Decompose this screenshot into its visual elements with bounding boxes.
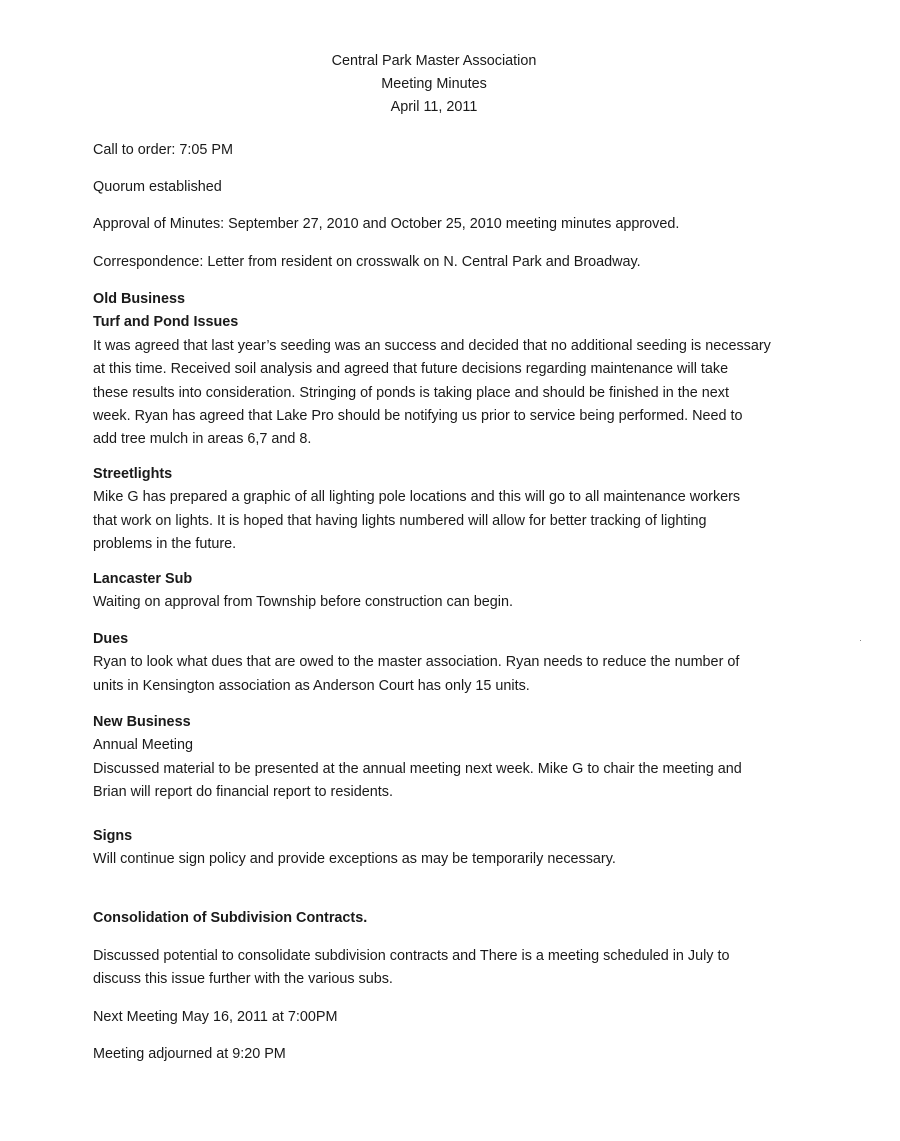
correspondence-text: Correspondence: Letter from resident on crosswalk on N. Central Park and Broadway. [93, 254, 641, 270]
correspondence-section [93, 251, 793, 274]
call-to-order-text: Call to order: 7:05 PM [93, 142, 233, 158]
new-business-heading: New Business [93, 714, 191, 730]
turf-line: week. Ryan has agreed that Lake Pro should be notifying us prior to service being performed. Need to [93, 408, 743, 425]
new-business-section [93, 711, 793, 805]
streetlights-line: Mike G has prepared a graphic of all lighting pole locations and this will go to all maintenance workers [93, 489, 741, 506]
streetlights-heading: Streetlights [93, 466, 173, 482]
consolidation-line: Discussed potential to consolidate subdivision contracts and There is a meeting scheduled in July to [93, 948, 730, 964]
lancaster-heading: Lancaster Sub [93, 571, 193, 587]
next-meeting-section [93, 1006, 793, 1029]
dues-line: units in Kensington association as Anderson Court has only 15 units. [93, 677, 530, 694]
lancaster-line: Waiting on approval from Township before construction can begin. [93, 594, 513, 611]
turf-line: these results into consideration. Stringing of ponds is taking place and should be finished in the next [93, 384, 729, 401]
next-meeting-text: Next Meeting May 16, 2011 at 7:00PM [93, 1009, 338, 1025]
meeting-date: April 11, 2011 [390, 99, 478, 115]
organization-name: Central Park Master Association [331, 53, 537, 69]
quorum-text: Quorum established [93, 179, 222, 195]
signs-heading: Signs [93, 828, 133, 844]
document-header [0, 50, 868, 119]
annual-meeting-subheading: Annual Meeting [93, 737, 194, 754]
approval-section [93, 213, 793, 236]
turf-line: at this time. Received soil analysis and agreed that future decisions regarding maintenance will take [93, 361, 729, 378]
adjourned-section [93, 1043, 793, 1066]
streetlights-line: that work on lights. It is hoped that having lights numbered will allow for better tracking of lighting [93, 512, 707, 529]
annual-meeting-line: Brian will report do financial report to residents. [93, 784, 393, 801]
consolidation-heading-section [93, 907, 793, 930]
annual-meeting-line: Discussed material to be presented at the annual meeting next week. Mike G to chair the meeting and [93, 760, 742, 777]
adjourned-text: Meeting adjourned at 9:20 PM [93, 1046, 286, 1062]
dues-line: Ryan to look what dues that are owed to the master association. Ryan needs to reduce the number of [93, 654, 740, 671]
lancaster-section [93, 568, 793, 615]
signs-section [93, 825, 793, 872]
turf-line: add tree mulch in areas 6,7 and 8. [93, 431, 312, 448]
old-business-section [93, 288, 793, 452]
document-title: Meeting Minutes [381, 76, 487, 92]
quorum-section [93, 176, 793, 199]
streetlights-line: problems in the future. [93, 536, 237, 553]
scan-speck [860, 640, 861, 641]
consolidation-line: discuss this issue further with the various subs. [93, 971, 393, 988]
approval-text: Approval of Minutes: September 27, 2010 and October 25, 2010 meeting minutes approved. [93, 216, 680, 232]
signs-line: Will continue sign policy and provide exceptions as may be temporarily necessary. [93, 851, 616, 868]
dues-heading: Dues [93, 631, 129, 647]
dues-section [93, 628, 793, 698]
streetlights-section [93, 463, 793, 557]
turf-heading: Turf and Pond Issues [93, 314, 239, 331]
call-to-order-section [93, 139, 793, 162]
consolidation-section [93, 945, 793, 992]
consolidation-heading: Consolidation of Subdivision Contracts. [93, 910, 368, 926]
old-business-heading: Old Business [93, 291, 185, 307]
turf-line: It was agreed that last year’s seeding was an success and decided that no additional seeding is necessary [93, 337, 771, 354]
